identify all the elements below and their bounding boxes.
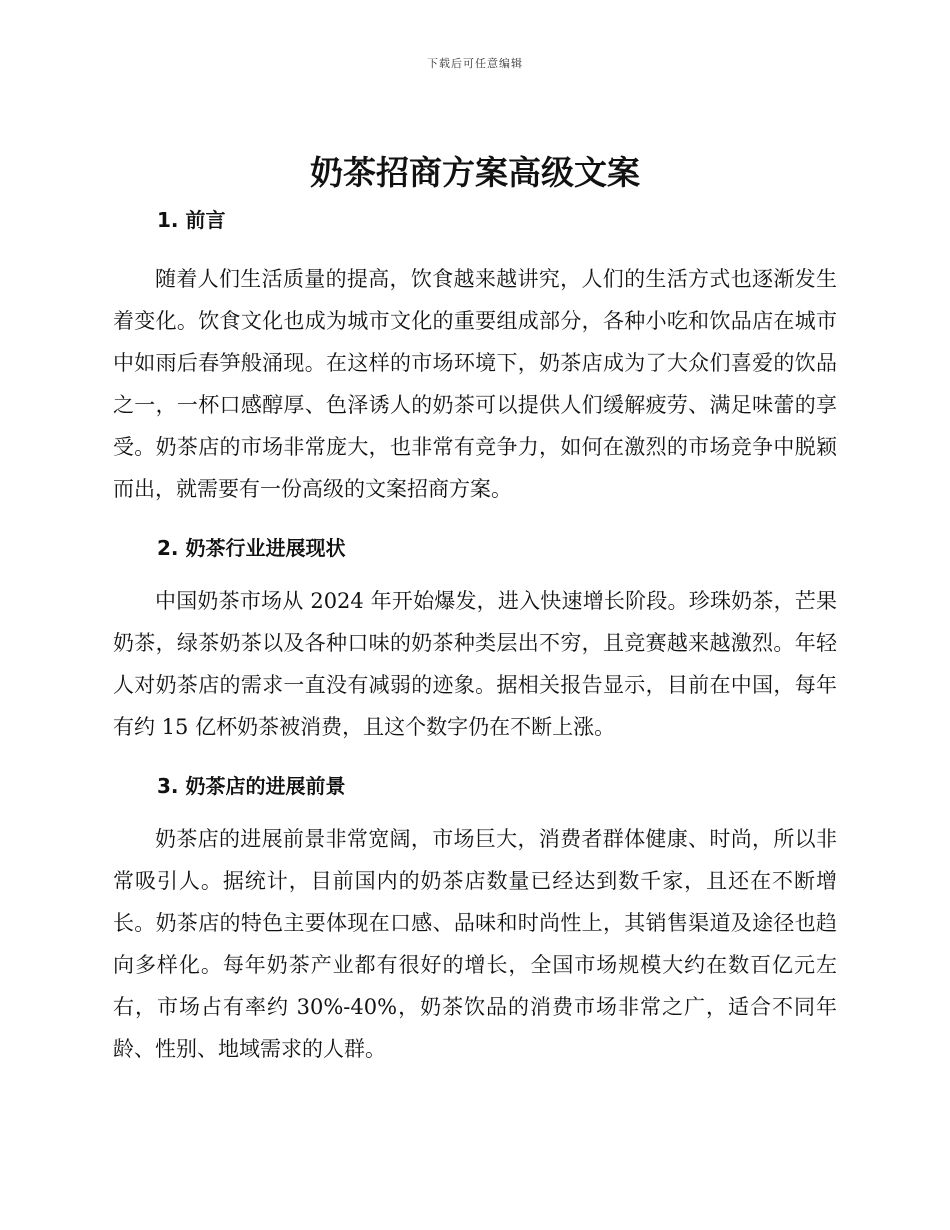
section-industry-status: [113, 524, 837, 748]
section-paragraph: 随着人们生活质量的提高，饮食越来越讲究，人们的生活方式也逐渐发生着变化。饮食文化也成为城市文化的重要组成部分，各种小吃和饮品店在城市中如雨后春笋般涌现。在这样的市场环境下，奶茶店成为了大众们喜爱的饮品之一，一杯口感醇厚、色泽诱人的奶茶可以提供人们缓解疲劳、满足味蕾的享受。奶茶店的市场非常庞大，也非常有竞争力，如何在激烈的市场竞争中脱颖而出，就需要有一份高级的文案招商方案。: [113, 267, 837, 501]
section-heading: 3. 奶茶店的进展前景: [157, 774, 346, 798]
section-heading: 1. 前言: [157, 208, 226, 232]
document-title: 奶茶招商方案高级文案: [310, 153, 640, 192]
section-heading: 2. 奶茶行业进展现状: [157, 536, 346, 560]
section-paragraph: 中国奶茶市场从 2024 年开始爆发，进入快速增长阶段。珍珠奶茶，芒果奶茶，绿茶奶茶以及各种口味的奶茶种类层出不穷，且竞赛越来越激烈。年轻人对奶茶店的需求一直没有减弱的迹象。据相关报告显示，目前在中国，每年有约 15 亿杯奶茶被消费，且这个数字仍在不断上涨。: [113, 589, 837, 739]
header-note: 下载后可任意编辑: [427, 57, 523, 70]
document-body: [113, 196, 837, 1070]
section-paragraph: 奶茶店的进展前景非常宽阔，市场巨大，消费者群体健康、时尚，所以非常吸引人。据统计，目前国内的奶茶店数量已经达到数千家，且还在不断增长。奶茶店的特色主要体现在口感、品味和时尚性上，其销售渠道及途径也趋向多样化。每年奶茶产业都有很好的增长，全国市场规模大约在数百亿元左右，市场占有率约 30%-40%，奶茶饮品的消费市场非常之广，适合不同年龄、性别、地域需求的人群。: [113, 827, 837, 1061]
section-preface: [113, 196, 837, 510]
section-prospects: [113, 762, 837, 1070]
